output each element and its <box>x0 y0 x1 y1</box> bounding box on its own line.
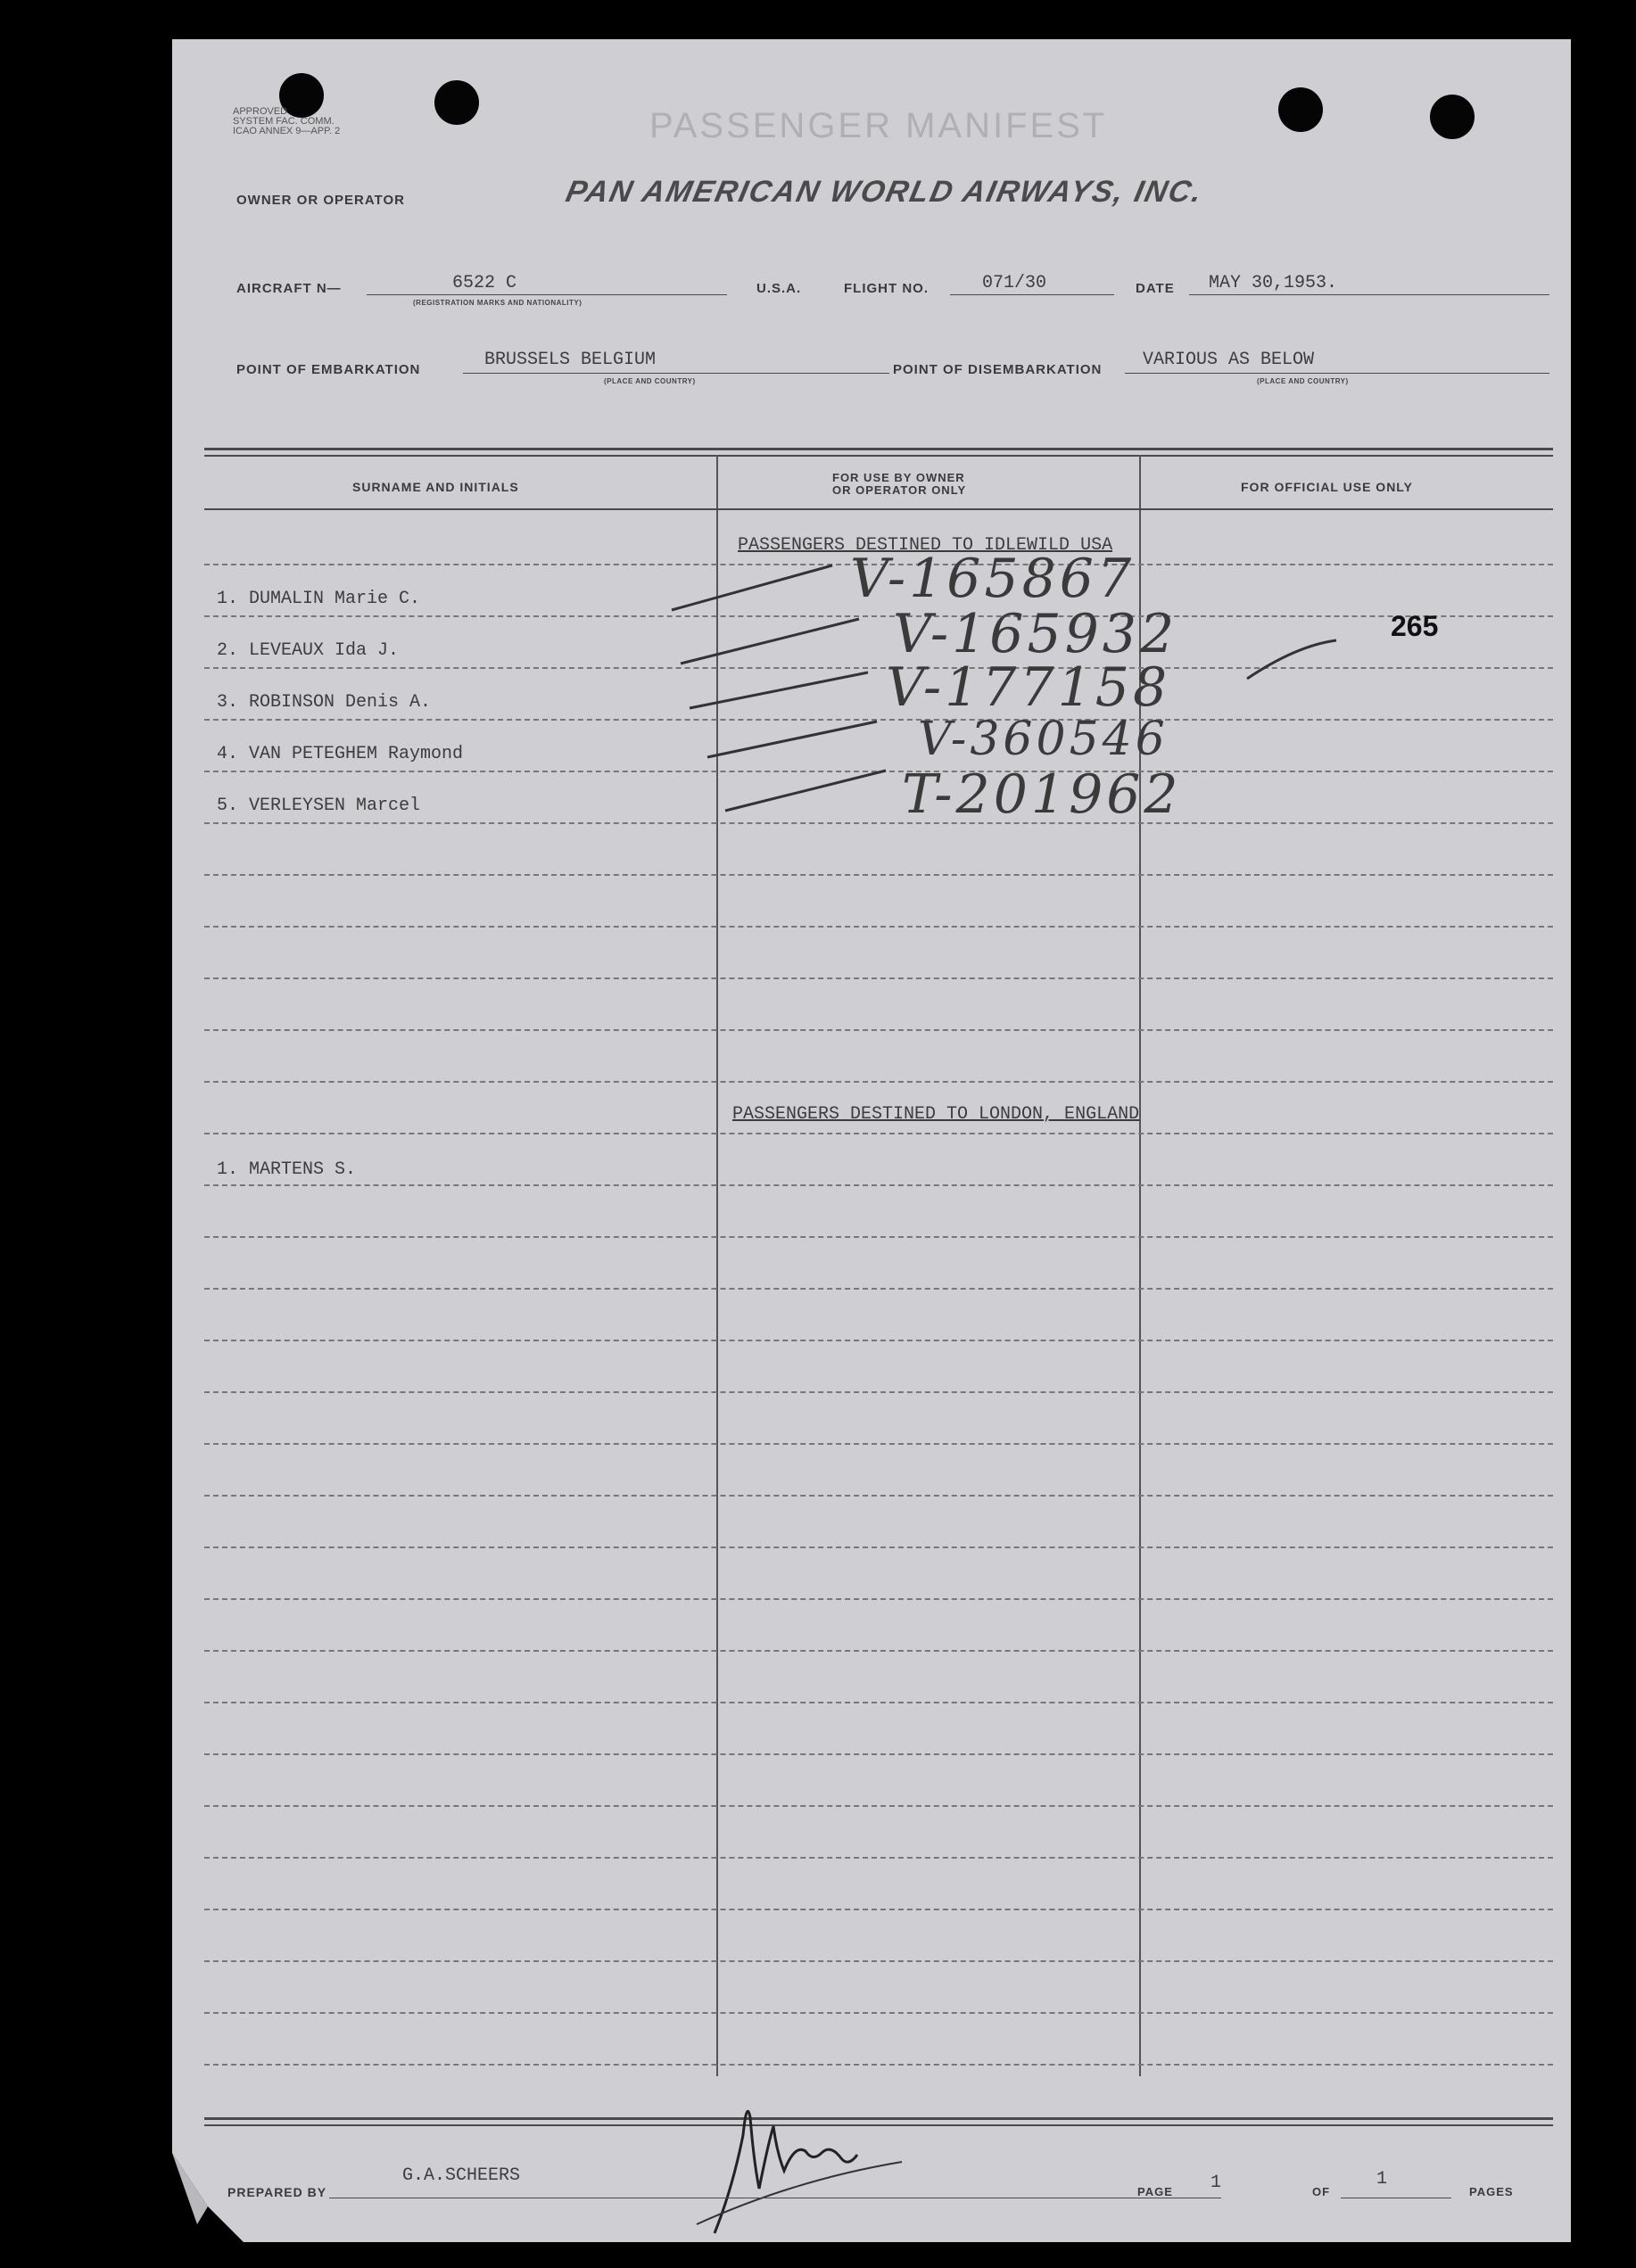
form-rule-line <box>204 1184 1553 1186</box>
table-top-rule <box>204 448 1553 450</box>
punch-hole-3 <box>1278 87 1323 132</box>
embarkation-caption: (PLACE AND COUNTRY) <box>604 377 696 385</box>
punch-hole-4 <box>1430 95 1475 139</box>
form-rule-line <box>204 1598 1553 1600</box>
official-use-number: 265 <box>1391 610 1439 642</box>
signature <box>688 2082 920 2242</box>
form-rule-line <box>204 1650 1553 1652</box>
aircraft-underline <box>367 294 727 295</box>
form-rule-line <box>204 2064 1553 2066</box>
page-label: PAGE <box>1137 2185 1173 2198</box>
prepared-by-label: PREPARED BY <box>227 2185 327 2199</box>
form-rule-line <box>204 1960 1553 1962</box>
form-rule-line <box>204 1391 1553 1393</box>
flight-underline <box>950 294 1114 295</box>
aircraft-label: AIRCRAFT N— <box>236 281 342 296</box>
passenger-row: 2. LEVEAUX Ida J. <box>217 640 400 661</box>
form-rule-line <box>204 1495 1553 1497</box>
date-label: DATE <box>1136 281 1175 296</box>
handwritten-number: V-165867 <box>850 548 1136 610</box>
column-header-surname: SURNAME AND INITIALS <box>352 480 519 494</box>
passenger-row: 1. MARTENS S. <box>217 1159 357 1180</box>
form-rule-line <box>204 1081 1553 1083</box>
disembarkation-label: POINT OF DISEMBARKATION <box>893 362 1103 377</box>
form-rule-line <box>204 1288 1553 1290</box>
form-rule-line <box>204 926 1553 928</box>
column-header-owner-1: FOR USE BY OWNER <box>832 471 965 484</box>
aircraft-value: 6522 C <box>452 273 517 293</box>
embarkation-label: POINT OF EMBARKATION <box>236 362 421 377</box>
form-rule-line <box>204 1753 1553 1755</box>
form-title: PASSENGER MANIFEST <box>649 106 1108 145</box>
page-value: 1 <box>1210 2173 1222 2193</box>
of-label: OF <box>1312 2185 1331 2198</box>
approval-line: APPROVED <box>233 106 288 117</box>
of-value: 1 <box>1376 2169 1388 2190</box>
form-rule-line <box>204 1909 1553 1910</box>
form-rule-line <box>204 1702 1553 1703</box>
form-rule-line <box>204 1133 1553 1134</box>
flight-value: 071/30 <box>982 273 1047 293</box>
handwritten-checkmark <box>1243 639 1341 692</box>
form-rule-line <box>204 1857 1553 1859</box>
form-rule-line <box>204 1029 1553 1031</box>
form-rule-line <box>204 2012 1553 2014</box>
approval-block <box>233 107 340 136</box>
approval-line: SYSTEM FAC. COMM. <box>233 116 335 127</box>
punch-hole-2 <box>434 80 479 125</box>
form-rule-line <box>204 1546 1553 1548</box>
column-header-official: FOR OFFICIAL USE ONLY <box>1241 480 1413 494</box>
form-rule-line <box>204 1805 1553 1807</box>
manifest-sheet <box>172 39 1571 2242</box>
table-top-rule-2 <box>204 455 1553 457</box>
disembarkation-underline <box>1125 373 1549 374</box>
form-rule-line <box>204 1236 1553 1238</box>
handwritten-number: V-165932 <box>893 603 1178 665</box>
form-rule-line <box>204 874 1553 876</box>
date-underline <box>1189 294 1549 295</box>
form-rule-line <box>204 1443 1553 1445</box>
passenger-row: 1. DUMALIN Marie C. <box>217 589 421 609</box>
prepared-by-value: G.A.SCHEERS <box>402 2165 521 2186</box>
aircraft-country: U.S.A. <box>756 281 802 296</box>
embarkation-underline <box>463 373 889 374</box>
passenger-row: 5. VERLEYSEN Marcel <box>217 796 421 816</box>
group2-heading: PASSENGERS DESTINED TO LONDON, ENGLAND <box>732 1104 1140 1125</box>
passenger-row: 3. ROBINSON Denis A. <box>217 692 432 713</box>
handwritten-number: V-360546 <box>918 713 1169 766</box>
handwritten-number: V-177158 <box>886 656 1171 719</box>
date-value: MAY 30,1953. <box>1209 273 1338 293</box>
owner-label: OWNER OR OPERATOR <box>236 193 405 208</box>
folded-corner <box>172 2153 244 2242</box>
header-bottom-rule <box>204 508 1553 510</box>
approval-line: ICAO ANNEX 9—APP. 2 <box>233 126 341 136</box>
airline-name: PAN AMERICAN WORLD AIRWAYS, INC. <box>563 175 1207 209</box>
column-header-owner-2: OR OPERATOR ONLY <box>832 483 967 497</box>
embarkation-value: BRUSSELS BELGIUM <box>484 350 657 370</box>
disembarkation-value: VARIOUS AS BELOW <box>1143 350 1315 370</box>
form-rule-line <box>204 977 1553 979</box>
form-rule-line <box>204 1340 1553 1341</box>
group1-heading: PASSENGERS DESTINED TO IDLEWILD USA <box>738 535 1113 556</box>
aircraft-caption: (REGISTRATION MARKS AND NATIONALITY) <box>413 299 583 307</box>
handwritten-number: T-201962 <box>902 763 1182 826</box>
disembarkation-caption: (PLACE AND COUNTRY) <box>1257 377 1349 385</box>
pages-label: PAGES <box>1469 2185 1514 2198</box>
passenger-row: 4. VAN PETEGHEM Raymond <box>217 744 464 764</box>
flight-label: FLIGHT NO. <box>844 281 929 296</box>
